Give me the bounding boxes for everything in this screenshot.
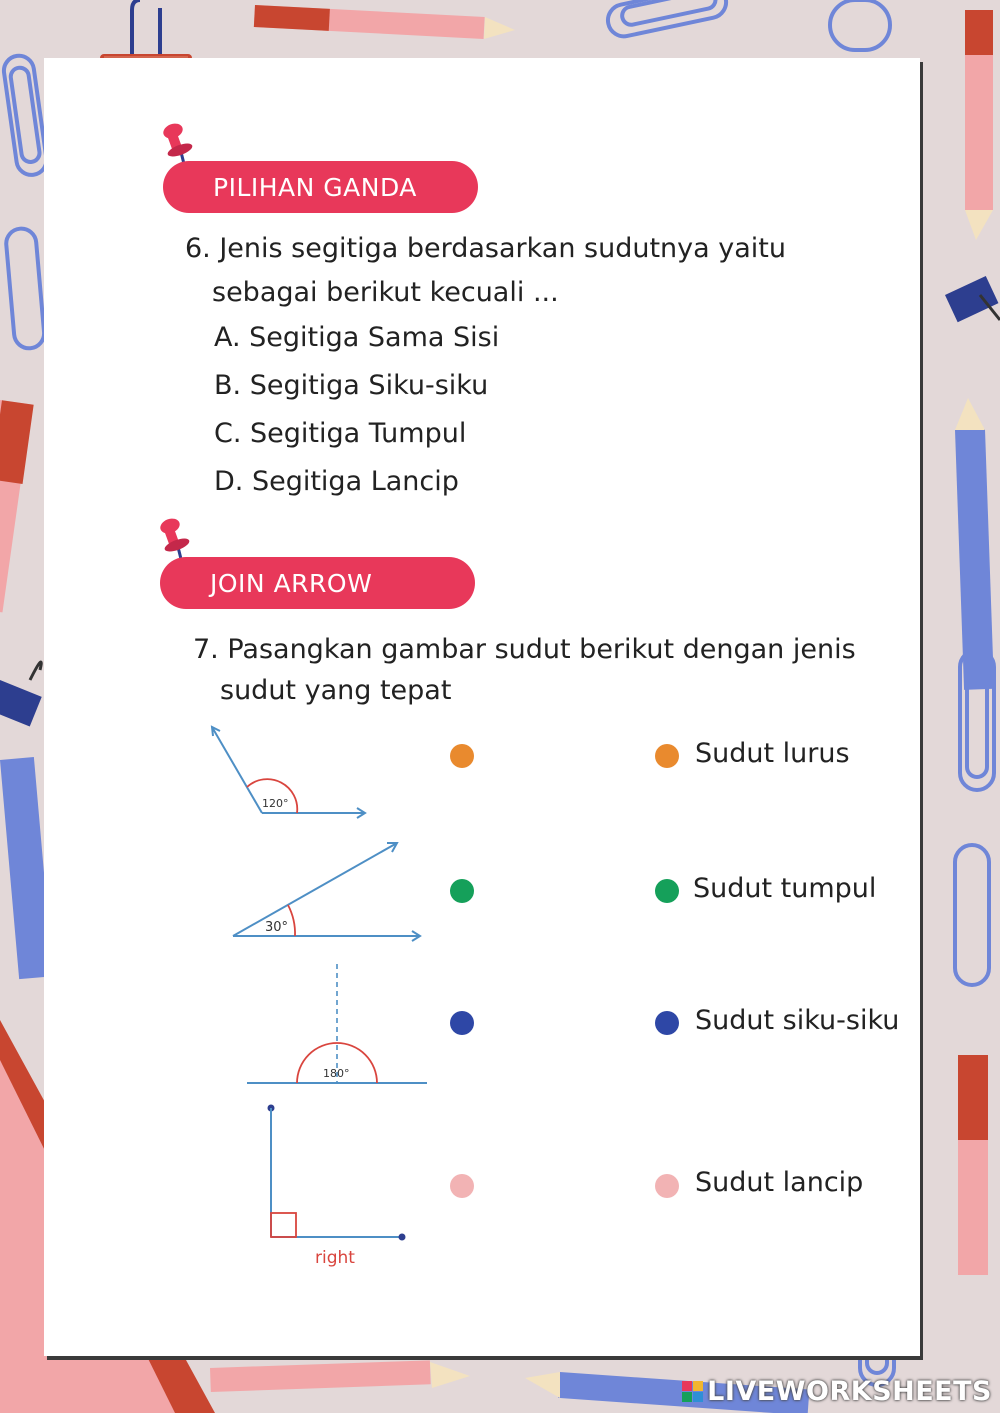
question-6-line2: sebagai berikut kecuali ... bbox=[212, 277, 559, 308]
section-banner-join-arrow: JOIN ARROW bbox=[160, 557, 475, 609]
pencil-icon bbox=[254, 5, 515, 39]
liveworksheets-logo bbox=[682, 1376, 992, 1407]
answer-label-3: Sudut siku-siku bbox=[695, 1005, 900, 1036]
left-dot-1[interactable] bbox=[450, 744, 474, 768]
angle-figure-right bbox=[258, 1100, 413, 1275]
angle-label-right: right bbox=[315, 1248, 355, 1268]
pencil-icon bbox=[955, 10, 994, 1275]
left-dot-3[interactable] bbox=[450, 1011, 474, 1035]
angle-figure-30 bbox=[225, 835, 430, 950]
section-banner-multiple-choice: PILIHAN GANDA bbox=[163, 161, 478, 213]
right-dot-1[interactable] bbox=[655, 744, 679, 768]
brand-name: LIVEWORKSHEETS bbox=[707, 1376, 992, 1407]
binder-clip-icon bbox=[0, 662, 42, 727]
option-a[interactable]: A. Segitiga Sama Sisi bbox=[214, 322, 500, 353]
option-b[interactable]: B. Segitiga Siku-siku bbox=[214, 370, 489, 401]
right-dot-2[interactable] bbox=[655, 879, 679, 903]
question-7-line2: sudut yang tepat bbox=[220, 675, 452, 706]
question-7-line1: 7. Pasangkan gambar sudut berikut dengan jenis bbox=[193, 634, 856, 665]
answer-label-2: Sudut tumpul bbox=[693, 873, 877, 904]
left-dot-4[interactable] bbox=[450, 1174, 474, 1198]
right-dot-4[interactable] bbox=[655, 1174, 679, 1198]
question-6-line1: 6. Jenis segitiga berdasarkan sudutnya yaitu bbox=[185, 233, 786, 264]
angle-label-120: 120° bbox=[262, 797, 289, 810]
left-dot-2[interactable] bbox=[450, 879, 474, 903]
binder-clip-icon bbox=[945, 276, 1000, 322]
angle-figure-180 bbox=[245, 960, 430, 1090]
answer-label-4: Sudut lancip bbox=[695, 1167, 864, 1198]
option-c[interactable]: C. Segitiga Tumpul bbox=[214, 418, 467, 449]
right-dot-3[interactable] bbox=[655, 1011, 679, 1035]
angle-label-180: 180° bbox=[323, 1067, 350, 1080]
angle-label-30: 30° bbox=[265, 920, 289, 935]
answer-label-1: Sudut lurus bbox=[695, 738, 850, 769]
option-d[interactable]: D. Segitiga Lancip bbox=[214, 466, 459, 497]
angle-figure-120 bbox=[200, 715, 380, 830]
brand-logo-icon bbox=[682, 1381, 703, 1402]
